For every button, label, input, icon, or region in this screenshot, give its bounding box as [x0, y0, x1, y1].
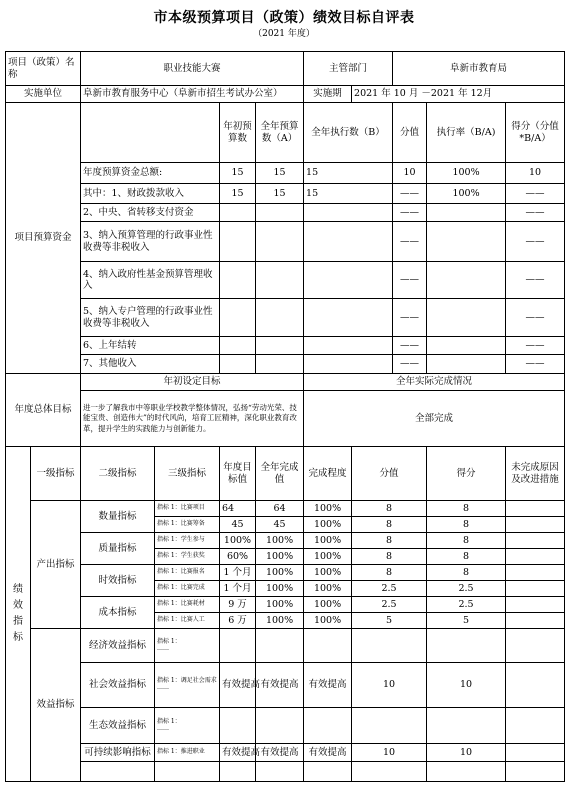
rate-value: 100%: [304, 533, 352, 549]
target-value: 64: [220, 501, 256, 517]
target-value: 有效提高: [220, 663, 256, 708]
perf-label: 绩效指标: [13, 584, 23, 643]
annual-goal-label: 年度总体目标: [6, 374, 81, 447]
indicator-name: 指标 1：比赛报名: [155, 565, 220, 581]
target-value: [220, 708, 256, 744]
budget-cell: 10: [393, 163, 427, 184]
budget-cell: [304, 337, 393, 355]
done-value: 有效提高: [256, 744, 304, 762]
score-value: 8: [352, 565, 427, 581]
budget-row-label: 5、纳入专户管理的行政事业性收费等非税收入: [81, 299, 220, 337]
budget-col-score: 分值: [393, 103, 427, 163]
output-group-name: 成本指标: [81, 597, 155, 629]
empty-cell: [256, 762, 304, 782]
indicator-name: 指标 1：比赛完成: [155, 581, 220, 597]
indicator-name: [155, 663, 220, 708]
perf-row: [6, 597, 565, 613]
budget-cell: [304, 355, 393, 374]
reason-value: [506, 517, 565, 533]
reason-value: [506, 629, 565, 663]
perf-row: [6, 663, 565, 708]
target-value: [220, 629, 256, 663]
score-value: [352, 629, 427, 663]
indicator-name: 指标 1：比赛耗材: [155, 597, 220, 613]
got-value: [427, 708, 506, 744]
got-value: 2.5: [427, 581, 506, 597]
budget-cell: [256, 337, 304, 355]
empty-cell: [81, 762, 155, 782]
rate-value: 有效提高: [304, 744, 352, 762]
reason-value: [506, 581, 565, 597]
budget-cell: [304, 262, 393, 299]
got-value: 8: [427, 517, 506, 533]
benefit-sustain-name: 可持续影响指标: [81, 744, 155, 762]
impl-unit-value: 阜新市教育服务中心（阜新市招生考试办公室）: [81, 86, 304, 103]
impl-unit-label: 实施单位: [6, 86, 81, 103]
project-name-value: 职业技能大赛: [81, 52, 304, 86]
target-value: 9 万: [220, 597, 256, 613]
budget-cell: ——: [393, 184, 427, 204]
perf-row: [6, 565, 565, 581]
got-value: 5: [427, 613, 506, 629]
done-value: 64: [256, 501, 304, 517]
rate-value: 100%: [304, 613, 352, 629]
perf-col-got: 得分: [427, 447, 506, 501]
score-value: 10: [352, 744, 427, 762]
goal-actual: 全部完成: [304, 391, 565, 447]
score-value: 2.5: [352, 581, 427, 597]
got-value: 10: [427, 744, 506, 762]
score-value: 2.5: [352, 597, 427, 613]
period-value: 2021 年 10 月 －2021 年 12月: [352, 86, 565, 103]
budget-cell: [256, 355, 304, 374]
budget-cell: ——: [393, 299, 427, 337]
budget-cell: [256, 299, 304, 337]
budget-col-initial: 年初预算数: [220, 103, 256, 163]
perf-row: [6, 708, 565, 744]
output-label: 产出指标: [31, 501, 81, 629]
perf-col-level1: 一级指标: [31, 447, 81, 501]
benefit-econ-name: 经济效益指标: [81, 629, 155, 663]
budget-row: [6, 262, 565, 299]
budget-cell: ——: [506, 299, 565, 337]
perf-col-score: 分值: [352, 447, 427, 501]
indicator-name: 指标 1：比赛筹备: [155, 517, 220, 533]
target-value: 1 个月: [220, 565, 256, 581]
budget-cell: [427, 204, 506, 222]
done-value: 有效提高: [256, 663, 304, 708]
empty-cell: [427, 762, 506, 782]
budget-row: [6, 163, 565, 184]
budget-cell: [256, 204, 304, 222]
budget-cell: ——: [393, 337, 427, 355]
budget-cell: ——: [506, 204, 565, 222]
perf-row: [6, 533, 565, 549]
done-value: 100%: [256, 533, 304, 549]
budget-funds-label: 项目预算资金: [6, 103, 81, 374]
rate-value: 100%: [304, 581, 352, 597]
done-value: 100%: [256, 549, 304, 565]
budget-row: [6, 204, 565, 222]
budget-col-annual: 全年预算数（A）: [256, 103, 304, 163]
budget-row: [6, 337, 565, 355]
reason-value: [506, 501, 565, 517]
budget-cell: 100%: [427, 163, 506, 184]
budget-row: [6, 299, 565, 337]
indicator-name: [155, 629, 220, 663]
budget-cell: 15: [304, 184, 393, 204]
got-value: 8: [427, 565, 506, 581]
empty-cell: [352, 762, 427, 782]
budget-col-rate: 执行率（B/A): [427, 103, 506, 163]
budget-cell: ——: [506, 184, 565, 204]
budget-cell: [220, 204, 256, 222]
budget-cell: [220, 262, 256, 299]
indicator-line: 指标 1：: [157, 637, 181, 645]
budget-cell: 10: [506, 163, 565, 184]
perf-row: [6, 501, 565, 517]
rate-value: [304, 629, 352, 663]
perf-col-rate: 完成程度: [304, 447, 352, 501]
rate-value: 有效提高: [304, 663, 352, 708]
budget-cell: [304, 222, 393, 262]
rate-value: 100%: [304, 549, 352, 565]
budget-col-executed: 全年执行数（B）: [304, 103, 393, 163]
done-value: 100%: [256, 613, 304, 629]
budget-cell: 15: [256, 163, 304, 184]
period-label: 实施期: [304, 86, 352, 103]
rate-value: 100%: [304, 517, 352, 533]
indicator-name: 指标 1：学生获奖: [155, 549, 220, 565]
budget-cell: [427, 299, 506, 337]
budget-cell: ——: [506, 355, 565, 374]
budget-col-got: 得分（分值*B/A）: [506, 103, 565, 163]
rate-value: [304, 708, 352, 744]
initial-goal-label: 年初设定目标: [81, 374, 304, 391]
dept-label: 主管部门: [304, 52, 393, 86]
empty-cell: [155, 762, 220, 782]
empty-cell: [506, 762, 565, 782]
output-group-name: 质量指标: [81, 533, 155, 565]
goal-text: 进一步了解我市中等职业学校教学整体情况，弘扬“劳动光荣、技能宝贵、创造伟大”的时代风尚，培育工匠精神，深化职业教育改革，提升学生的实践能力与创新能力。: [81, 391, 304, 447]
got-value: 2.5: [427, 597, 506, 613]
benefit-social-name: 社会效益指标: [81, 663, 155, 708]
indicator-line: ……: [157, 684, 170, 691]
indicator-name: [155, 708, 220, 744]
budget-cell: [220, 337, 256, 355]
perf-col-done: 全年完成值: [256, 447, 304, 501]
got-value: [427, 629, 506, 663]
budget-cell: ——: [506, 262, 565, 299]
rate-value: 100%: [304, 565, 352, 581]
dept-value: 阜新市教育局: [393, 52, 565, 86]
reason-value: [506, 565, 565, 581]
done-value: 100%: [256, 565, 304, 581]
budget-cell: 15: [220, 163, 256, 184]
target-value: 100%: [220, 533, 256, 549]
benefit-label: 效益指标: [31, 629, 81, 782]
page-title: 市本级预算项目（政策）绩效目标自评表: [153, 10, 415, 26]
budget-cell: [220, 299, 256, 337]
budget-row-label: 7、其他收入: [81, 355, 220, 374]
indicator-line: ……: [157, 724, 170, 732]
indicator-line: 指标 1：调足社会需求: [157, 677, 217, 685]
score-value: 5: [352, 613, 427, 629]
score-value: [352, 708, 427, 744]
output-group-name: 数量指标: [81, 501, 155, 533]
indicator-line: ……: [157, 644, 170, 652]
budget-row: [6, 355, 565, 374]
budget-cell: [427, 337, 506, 355]
benefit-eco-name: 生态效益指标: [81, 708, 155, 744]
budget-row-label: 6、上年结转: [81, 337, 220, 355]
output-group-name: 时效指标: [81, 565, 155, 597]
budget-cell: [220, 222, 256, 262]
project-name-label: 项目（政策）名称: [6, 52, 81, 86]
evaluation-table: [5, 51, 565, 782]
rate-value: 100%: [304, 501, 352, 517]
score-value: 10: [352, 663, 427, 708]
indicator-name: 指标 1：推进职业: [155, 744, 220, 762]
budget-cell: 100%: [427, 184, 506, 204]
perf-col-level3: 三级指标: [155, 447, 220, 501]
rate-value: 100%: [304, 597, 352, 613]
budget-cell: [427, 222, 506, 262]
reason-value: [506, 744, 565, 762]
budget-cell: [304, 204, 393, 222]
perf-col-level2: 二级指标: [81, 447, 155, 501]
budget-cell: ——: [506, 337, 565, 355]
indicator-name: 指标 1：比赛项目: [155, 501, 220, 517]
score-value: 8: [352, 501, 427, 517]
budget-row-label: 2、中央、省转移支付资金: [81, 204, 220, 222]
target-value: 有效提高: [220, 744, 256, 762]
budget-cell: [220, 355, 256, 374]
got-value: 8: [427, 549, 506, 565]
score-value: 8: [352, 533, 427, 549]
budget-cell: [427, 262, 506, 299]
reason-value: [506, 533, 565, 549]
perf-row: [6, 744, 565, 762]
budget-row-label: 其中：1、财政拨款收入: [81, 184, 220, 204]
perf-row: [6, 762, 565, 782]
reason-value: [506, 708, 565, 744]
budget-row-label: 3、纳入预算管理的行政事业性收费等非税收入: [81, 222, 220, 262]
got-value: 10: [427, 663, 506, 708]
done-value: [256, 629, 304, 663]
reason-value: [506, 613, 565, 629]
budget-cell: [256, 262, 304, 299]
budget-cell: ——: [506, 222, 565, 262]
reason-value: [506, 549, 565, 565]
budget-cell: [304, 299, 393, 337]
reason-value: [506, 663, 565, 708]
empty-cell: [304, 762, 352, 782]
budget-row-label: 年度预算资金总额:: [81, 163, 220, 184]
budget-cell: ——: [393, 262, 427, 299]
perf-label-cell: [6, 447, 31, 782]
budget-row-label: 4、纳入政府性基金预算管理收入: [81, 262, 220, 299]
budget-cell: ——: [393, 204, 427, 222]
page-subtitle: （2021 年度）: [253, 29, 315, 39]
done-value: 100%: [256, 597, 304, 613]
budget-blank-header: [81, 103, 220, 163]
target-value: 1 个月: [220, 581, 256, 597]
budget-cell: [427, 355, 506, 374]
reason-value: [506, 597, 565, 613]
budget-cell: ——: [393, 222, 427, 262]
budget-row: [6, 184, 565, 204]
actual-label: 全年实际完成情况: [304, 374, 565, 391]
target-value: 45: [220, 517, 256, 533]
score-value: 8: [352, 549, 427, 565]
done-value: 45: [256, 517, 304, 533]
budget-cell: 15: [304, 163, 393, 184]
target-value: 60%: [220, 549, 256, 565]
done-value: [256, 708, 304, 744]
perf-row: [6, 629, 565, 663]
budget-cell: 15: [220, 184, 256, 204]
budget-cell: ——: [393, 355, 427, 374]
indicator-line: 指标 1：: [157, 717, 181, 725]
perf-col-reason: 未完成原因及改进措施: [506, 447, 565, 501]
target-value: 6 万: [220, 613, 256, 629]
done-value: 100%: [256, 581, 304, 597]
budget-row: [6, 222, 565, 262]
perf-col-target: 年度目标值: [220, 447, 256, 501]
empty-cell: [220, 762, 256, 782]
indicator-name: 指标 1：比赛人工: [155, 613, 220, 629]
budget-cell: 15: [256, 184, 304, 204]
got-value: 8: [427, 533, 506, 549]
got-value: 8: [427, 501, 506, 517]
indicator-name: 指标 1：学生参与: [155, 533, 220, 549]
budget-cell: [256, 222, 304, 262]
score-value: 8: [352, 517, 427, 533]
